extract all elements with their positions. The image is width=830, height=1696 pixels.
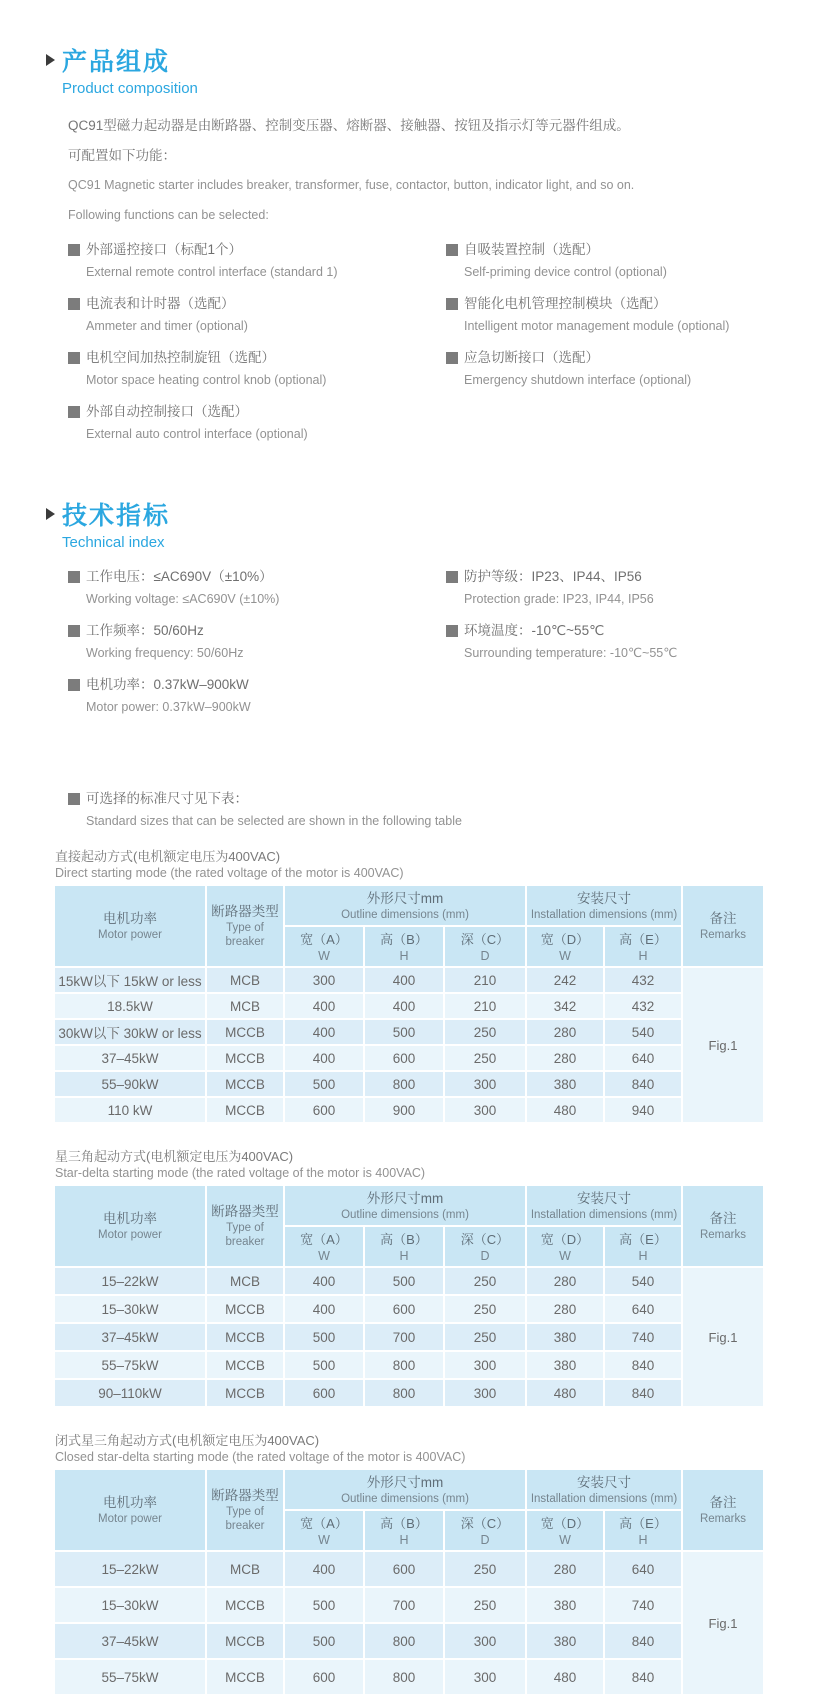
section-title-zh: 产品组成 — [62, 48, 171, 76]
triangle-bullet-icon — [46, 508, 55, 520]
table-row — [55, 1072, 763, 1096]
dimension-cell: 380 — [527, 1588, 603, 1622]
tech-spec-item — [68, 567, 446, 612]
installation-dimensions-header: 安装尺寸 Installation dimensions (mm) — [527, 886, 681, 925]
feature-label-en: Intelligent motor management module (optional) — [464, 319, 730, 333]
dimension-cell: 250 — [445, 1296, 525, 1322]
dimension-cell: 300 — [445, 1072, 525, 1096]
section-title-en: Product composition — [62, 80, 198, 97]
dimension-cell: 800 — [365, 1660, 443, 1694]
dimension-cell: 500 — [365, 1268, 443, 1294]
dimension-subheader: 宽（A） W — [285, 1227, 363, 1266]
dimension-cell: 342 — [527, 994, 603, 1018]
dimension-cell: 480 — [527, 1380, 603, 1406]
table-title-en: Star-delta starting mode (the rated voltage of the motor is 400VAC) — [55, 1166, 426, 1180]
table-row — [55, 1588, 763, 1622]
square-bullet-icon — [68, 406, 80, 418]
square-bullet-icon — [68, 793, 80, 805]
table-row — [55, 994, 763, 1018]
closed-star-delta-table — [53, 1468, 765, 1696]
dimension-cell: 242 — [527, 968, 603, 992]
dimension-cell: 840 — [605, 1352, 681, 1378]
breaker-type-header: 断路器类型 Type of breaker — [207, 886, 283, 966]
tech-spec-label-en: Motor power: 0.37kW–900kW — [86, 700, 251, 714]
dimension-cell: 600 — [285, 1098, 363, 1122]
table-title-en: Closed star-delta starting mode (the rated voltage of the motor is 400VAC) — [55, 1450, 466, 1464]
square-bullet-icon — [446, 625, 458, 637]
breaker-type-cell: MCCB — [207, 1352, 283, 1378]
table-title — [55, 1148, 830, 1182]
breaker-type-cell: MCCB — [207, 1588, 283, 1622]
dimension-cell: 400 — [285, 994, 363, 1018]
sizes-note-en: Standard sizes that can be selected are shown in the following table — [86, 814, 462, 828]
dimension-cell: 700 — [365, 1324, 443, 1350]
dimension-cell: 280 — [527, 1046, 603, 1070]
feature-label-en: Motor space heating control knob (optional) — [86, 373, 327, 387]
section-heading — [46, 496, 830, 532]
dimension-cell: 640 — [605, 1046, 681, 1070]
motor-power-cell: 15–22kW — [55, 1552, 205, 1586]
feature-label-zh: 自吸装置控制（选配） — [464, 242, 599, 257]
tech-spec-label-en: Working voltage: ≤AC690V (±10%) — [86, 592, 280, 606]
dimension-cell: 400 — [285, 1046, 363, 1070]
table-title-zh: 星三角起动方式(电机额定电压为400VAC) — [55, 1149, 294, 1164]
dimension-cell: 280 — [527, 1268, 603, 1294]
dimension-cell: 840 — [605, 1624, 681, 1658]
dimension-cell: 640 — [605, 1552, 681, 1586]
motor-power-cell: 15–30kW — [55, 1296, 205, 1322]
remark-cell: Fig.1 — [683, 968, 763, 1122]
dimension-subheader: 高（B） H — [365, 1227, 443, 1266]
dimension-cell: 480 — [527, 1660, 603, 1694]
dimension-cell: 500 — [285, 1624, 363, 1658]
table-title — [55, 1432, 830, 1466]
dimension-cell: 280 — [527, 1552, 603, 1586]
motor-power-cell: 55–75kW — [55, 1352, 205, 1378]
dimension-cell: 380 — [527, 1324, 603, 1350]
standard-sizes-note — [68, 789, 830, 834]
dimension-subheader: 宽（A） W — [285, 1511, 363, 1550]
features-column-left — [68, 240, 446, 456]
motor-power-cell: 90–110kW — [55, 1380, 205, 1406]
dimension-cell: 500 — [285, 1324, 363, 1350]
tech-spec-label-zh: 防护等级：IP23、IP44、IP56 — [464, 569, 642, 584]
outline-dimensions-header: 外形尺寸mm Outline dimensions (mm) — [285, 1186, 525, 1225]
feature-label-en: External remote control interface (standard 1) — [86, 265, 338, 279]
dimension-subheader: 深（C） D — [445, 927, 525, 966]
dimension-cell: 250 — [445, 1046, 525, 1070]
table-row — [55, 1624, 763, 1658]
feature-label-zh: 电流表和计时器（选配） — [86, 296, 235, 311]
dimension-subheader: 宽（D） W — [527, 1227, 603, 1266]
feature-item — [68, 348, 446, 393]
feature-item — [446, 240, 830, 285]
star-delta-table — [53, 1184, 765, 1408]
tech-spec-item — [446, 621, 830, 666]
table-row — [55, 1324, 763, 1350]
config-note-zh: 可配置如下功能： — [68, 148, 176, 163]
feature-label-en: Self-priming device control (optional) — [464, 265, 667, 279]
dimension-cell: 250 — [445, 1588, 525, 1622]
table-title-en: Direct starting mode (the rated voltage of the motor is 400VAC) — [55, 866, 404, 880]
tech-spec-item — [446, 567, 830, 612]
product-composition-section — [0, 0, 830, 456]
square-bullet-icon — [446, 352, 458, 364]
intro-paragraph-en: QC91 Magnetic starter includes breaker, transformer, fuse, contactor, button, indicator light, and so on. — [68, 178, 635, 192]
breaker-type-cell: MCB — [207, 1268, 283, 1294]
dimension-cell: 300 — [285, 968, 363, 992]
motor-power-cell: 15–22kW — [55, 1268, 205, 1294]
dimension-cell: 400 — [365, 968, 443, 992]
dimension-cell: 380 — [527, 1352, 603, 1378]
feature-label-zh: 智能化电机管理控制模块（选配） — [464, 296, 667, 311]
dimension-cell: 600 — [365, 1552, 443, 1586]
dimension-subheader: 高（E） H — [605, 1227, 681, 1266]
square-bullet-icon — [68, 679, 80, 691]
motor-power-cell: 37–45kW — [55, 1624, 205, 1658]
dimension-cell: 700 — [365, 1588, 443, 1622]
dimension-cell: 900 — [365, 1098, 443, 1122]
dimension-cell: 600 — [285, 1660, 363, 1694]
motor-power-cell: 15kW以下 15kW or less — [55, 968, 205, 992]
dimension-cell: 500 — [285, 1352, 363, 1378]
tech-spec-label-en: Protection grade: IP23, IP44, IP56 — [464, 592, 654, 606]
dimension-cell: 380 — [527, 1072, 603, 1096]
dimension-cell: 540 — [605, 1020, 681, 1044]
remarks-header: 备注 Remarks — [683, 1470, 763, 1550]
motor-power-cell: 55–75kW — [55, 1660, 205, 1694]
config-note-en: Following functions can be selected: — [68, 208, 269, 222]
dimension-cell: 500 — [285, 1072, 363, 1096]
motor-power-cell: 37–45kW — [55, 1046, 205, 1070]
motor-power-header: 电机功率 Motor power — [55, 1470, 205, 1550]
square-bullet-icon — [68, 625, 80, 637]
dimension-cell: 250 — [445, 1324, 525, 1350]
breaker-type-header: 断路器类型 Type of breaker — [207, 1470, 283, 1550]
breaker-type-cell: MCB — [207, 968, 283, 992]
dimension-cell: 800 — [365, 1352, 443, 1378]
dimension-cell: 400 — [365, 994, 443, 1018]
square-bullet-icon — [68, 571, 80, 583]
table-row — [55, 968, 763, 992]
feature-label-zh: 外部自动控制接口（选配） — [86, 404, 248, 419]
feature-label-zh: 电机空间加热控制旋钮（选配） — [86, 350, 275, 365]
motor-power-cell: 110 kW — [55, 1098, 205, 1122]
remarks-header: 备注 Remarks — [683, 1186, 763, 1266]
feature-label-zh: 应急切断接口（选配） — [464, 350, 599, 365]
triangle-bullet-icon — [46, 54, 55, 66]
breaker-type-cell: MCCB — [207, 1046, 283, 1070]
breaker-type-cell: MCCB — [207, 1324, 283, 1350]
table-row — [55, 1660, 763, 1694]
dimension-cell: 600 — [285, 1380, 363, 1406]
dimension-cell: 300 — [445, 1352, 525, 1378]
dimension-cell: 400 — [285, 1552, 363, 1586]
square-bullet-icon — [68, 244, 80, 256]
dimension-cell: 940 — [605, 1098, 681, 1122]
table-row — [55, 1296, 763, 1322]
dimension-cell: 400 — [285, 1296, 363, 1322]
feature-item — [68, 294, 446, 339]
feature-item — [68, 402, 446, 447]
sizes-note-zh-line — [68, 789, 830, 809]
dimension-cell: 800 — [365, 1380, 443, 1406]
intro-paragraph-zh: QC91型磁力起动器是由断路器、控制变压器、熔断器、接触器、按钮及指示灯等元器件组成。 — [68, 118, 630, 133]
motor-power-header: 电机功率 Motor power — [55, 1186, 205, 1266]
features-column-right — [446, 240, 830, 456]
dimension-subheader: 深（C） D — [445, 1511, 525, 1550]
motor-power-cell: 37–45kW — [55, 1324, 205, 1350]
dimension-subheader: 宽（D） W — [527, 1511, 603, 1550]
dimension-cell: 280 — [527, 1020, 603, 1044]
outline-dimensions-header: 外形尺寸mm Outline dimensions (mm) — [285, 1470, 525, 1509]
breaker-type-cell: MCCB — [207, 1098, 283, 1122]
table-title-zh: 直接起动方式(电机额定电压为400VAC) — [55, 849, 281, 864]
dimension-cell: 840 — [605, 1072, 681, 1096]
breaker-type-cell: MCCB — [207, 1660, 283, 1694]
dimension-cell: 600 — [365, 1046, 443, 1070]
remark-cell: Fig.1 — [683, 1552, 763, 1694]
dimension-cell: 432 — [605, 994, 681, 1018]
dimension-cell: 840 — [605, 1660, 681, 1694]
square-bullet-icon — [446, 298, 458, 310]
table-row — [55, 1380, 763, 1406]
breaker-type-cell: MCCB — [207, 1296, 283, 1322]
square-bullet-icon — [446, 244, 458, 256]
dimension-cell: 480 — [527, 1098, 603, 1122]
dimension-cell: 800 — [365, 1624, 443, 1658]
dimension-cell: 540 — [605, 1268, 681, 1294]
dimension-cell: 840 — [605, 1380, 681, 1406]
dimension-cell: 640 — [605, 1296, 681, 1322]
feature-label-zh: 外部遥控接口（标配1个） — [86, 242, 243, 257]
dimension-cell: 500 — [285, 1588, 363, 1622]
dimension-cell: 400 — [285, 1268, 363, 1294]
table-title-zh: 闭式星三角起动方式(电机额定电压为400VAC) — [55, 1433, 320, 1448]
dimension-cell: 300 — [445, 1624, 525, 1658]
dimension-cell: 210 — [445, 968, 525, 992]
dimension-subheader: 高（B） H — [365, 1511, 443, 1550]
installation-dimensions-header: 安装尺寸 Installation dimensions (mm) — [527, 1470, 681, 1509]
section-title-zh: 技术指标 — [62, 502, 171, 530]
dimension-cell: 280 — [527, 1296, 603, 1322]
motor-power-cell: 18.5kW — [55, 994, 205, 1018]
dimension-cell: 250 — [445, 1020, 525, 1044]
tech-column-left — [68, 567, 446, 729]
section-title-en: Technical index — [62, 534, 165, 551]
feature-label-en: External auto control interface (optional) — [86, 427, 308, 441]
table-title — [55, 848, 830, 882]
breaker-type-header: 断路器类型 Type of breaker — [207, 1186, 283, 1266]
remark-cell: Fig.1 — [683, 1268, 763, 1406]
square-bullet-icon — [446, 571, 458, 583]
feature-item — [446, 348, 830, 393]
motor-power-cell: 15–30kW — [55, 1588, 205, 1622]
dimension-cell: 300 — [445, 1098, 525, 1122]
feature-item — [68, 240, 446, 285]
table-row — [55, 1268, 763, 1294]
dimension-cell: 800 — [365, 1072, 443, 1096]
direct-starting-table — [53, 884, 765, 1124]
dimension-subheader: 宽（A） W — [285, 927, 363, 966]
breaker-type-cell: MCCB — [207, 1020, 283, 1044]
technical-index-section — [0, 496, 830, 729]
dimension-cell: 500 — [365, 1020, 443, 1044]
dimension-cell: 600 — [365, 1296, 443, 1322]
square-bullet-icon — [68, 298, 80, 310]
tech-spec-label-en: Surrounding temperature: -10℃~55℃ — [464, 646, 678, 660]
feature-label-en: Ammeter and timer (optional) — [86, 319, 248, 333]
tech-spec-label-zh: 工作电压：≤AC690V（±10%） — [86, 569, 273, 584]
square-bullet-icon — [68, 352, 80, 364]
dimension-cell: 300 — [445, 1380, 525, 1406]
tech-spec-label-zh: 环境温度：-10℃~55℃ — [464, 623, 605, 638]
table-row — [55, 1046, 763, 1070]
feature-item — [446, 294, 830, 339]
sizes-note-zh: 可选择的标准尺寸见下表： — [86, 791, 248, 806]
table-row — [55, 1098, 763, 1122]
remarks-header: 备注 Remarks — [683, 886, 763, 966]
section-heading — [46, 42, 830, 78]
dimension-subheader: 高（B） H — [365, 927, 443, 966]
tech-column-right — [446, 567, 830, 729]
dimension-subheader: 高（E） H — [605, 1511, 681, 1550]
tech-spec-label-en: Working frequency: 50/60Hz — [86, 646, 244, 660]
motor-power-cell: 55–90kW — [55, 1072, 205, 1096]
table-row — [55, 1352, 763, 1378]
tech-spec-item — [68, 675, 446, 720]
installation-dimensions-header: 安装尺寸 Installation dimensions (mm) — [527, 1186, 681, 1225]
dimension-cell: 432 — [605, 968, 681, 992]
motor-power-header: 电机功率 Motor power — [55, 886, 205, 966]
breaker-type-cell: MCB — [207, 1552, 283, 1586]
dimension-subheader: 深（C） D — [445, 1227, 525, 1266]
motor-power-cell: 30kW以下 30kW or less — [55, 1020, 205, 1044]
dimension-cell: 210 — [445, 994, 525, 1018]
dimension-subheader: 宽（D） W — [527, 927, 603, 966]
dimension-subheader: 高（E） H — [605, 927, 681, 966]
tech-spec-label-zh: 电机功率：0.37kW–900kW — [86, 677, 249, 692]
breaker-type-cell: MCCB — [207, 1624, 283, 1658]
breaker-type-cell: MCCB — [207, 1072, 283, 1096]
tech-spec-item — [68, 621, 446, 666]
dimension-cell: 400 — [285, 1020, 363, 1044]
dimension-cell: 250 — [445, 1268, 525, 1294]
feature-label-en: Emergency shutdown interface (optional) — [464, 373, 692, 387]
dimension-cell: 380 — [527, 1624, 603, 1658]
tech-spec-label-zh: 工作频率：50/60Hz — [86, 623, 204, 638]
dimension-cell: 300 — [445, 1660, 525, 1694]
dimension-cell: 250 — [445, 1552, 525, 1586]
dimension-cell: 740 — [605, 1588, 681, 1622]
table-row — [55, 1552, 763, 1586]
table-row — [55, 1020, 763, 1044]
breaker-type-cell: MCB — [207, 994, 283, 1018]
dimension-cell: 740 — [605, 1324, 681, 1350]
outline-dimensions-header: 外形尺寸mm Outline dimensions (mm) — [285, 886, 525, 925]
breaker-type-cell: MCCB — [207, 1380, 283, 1406]
